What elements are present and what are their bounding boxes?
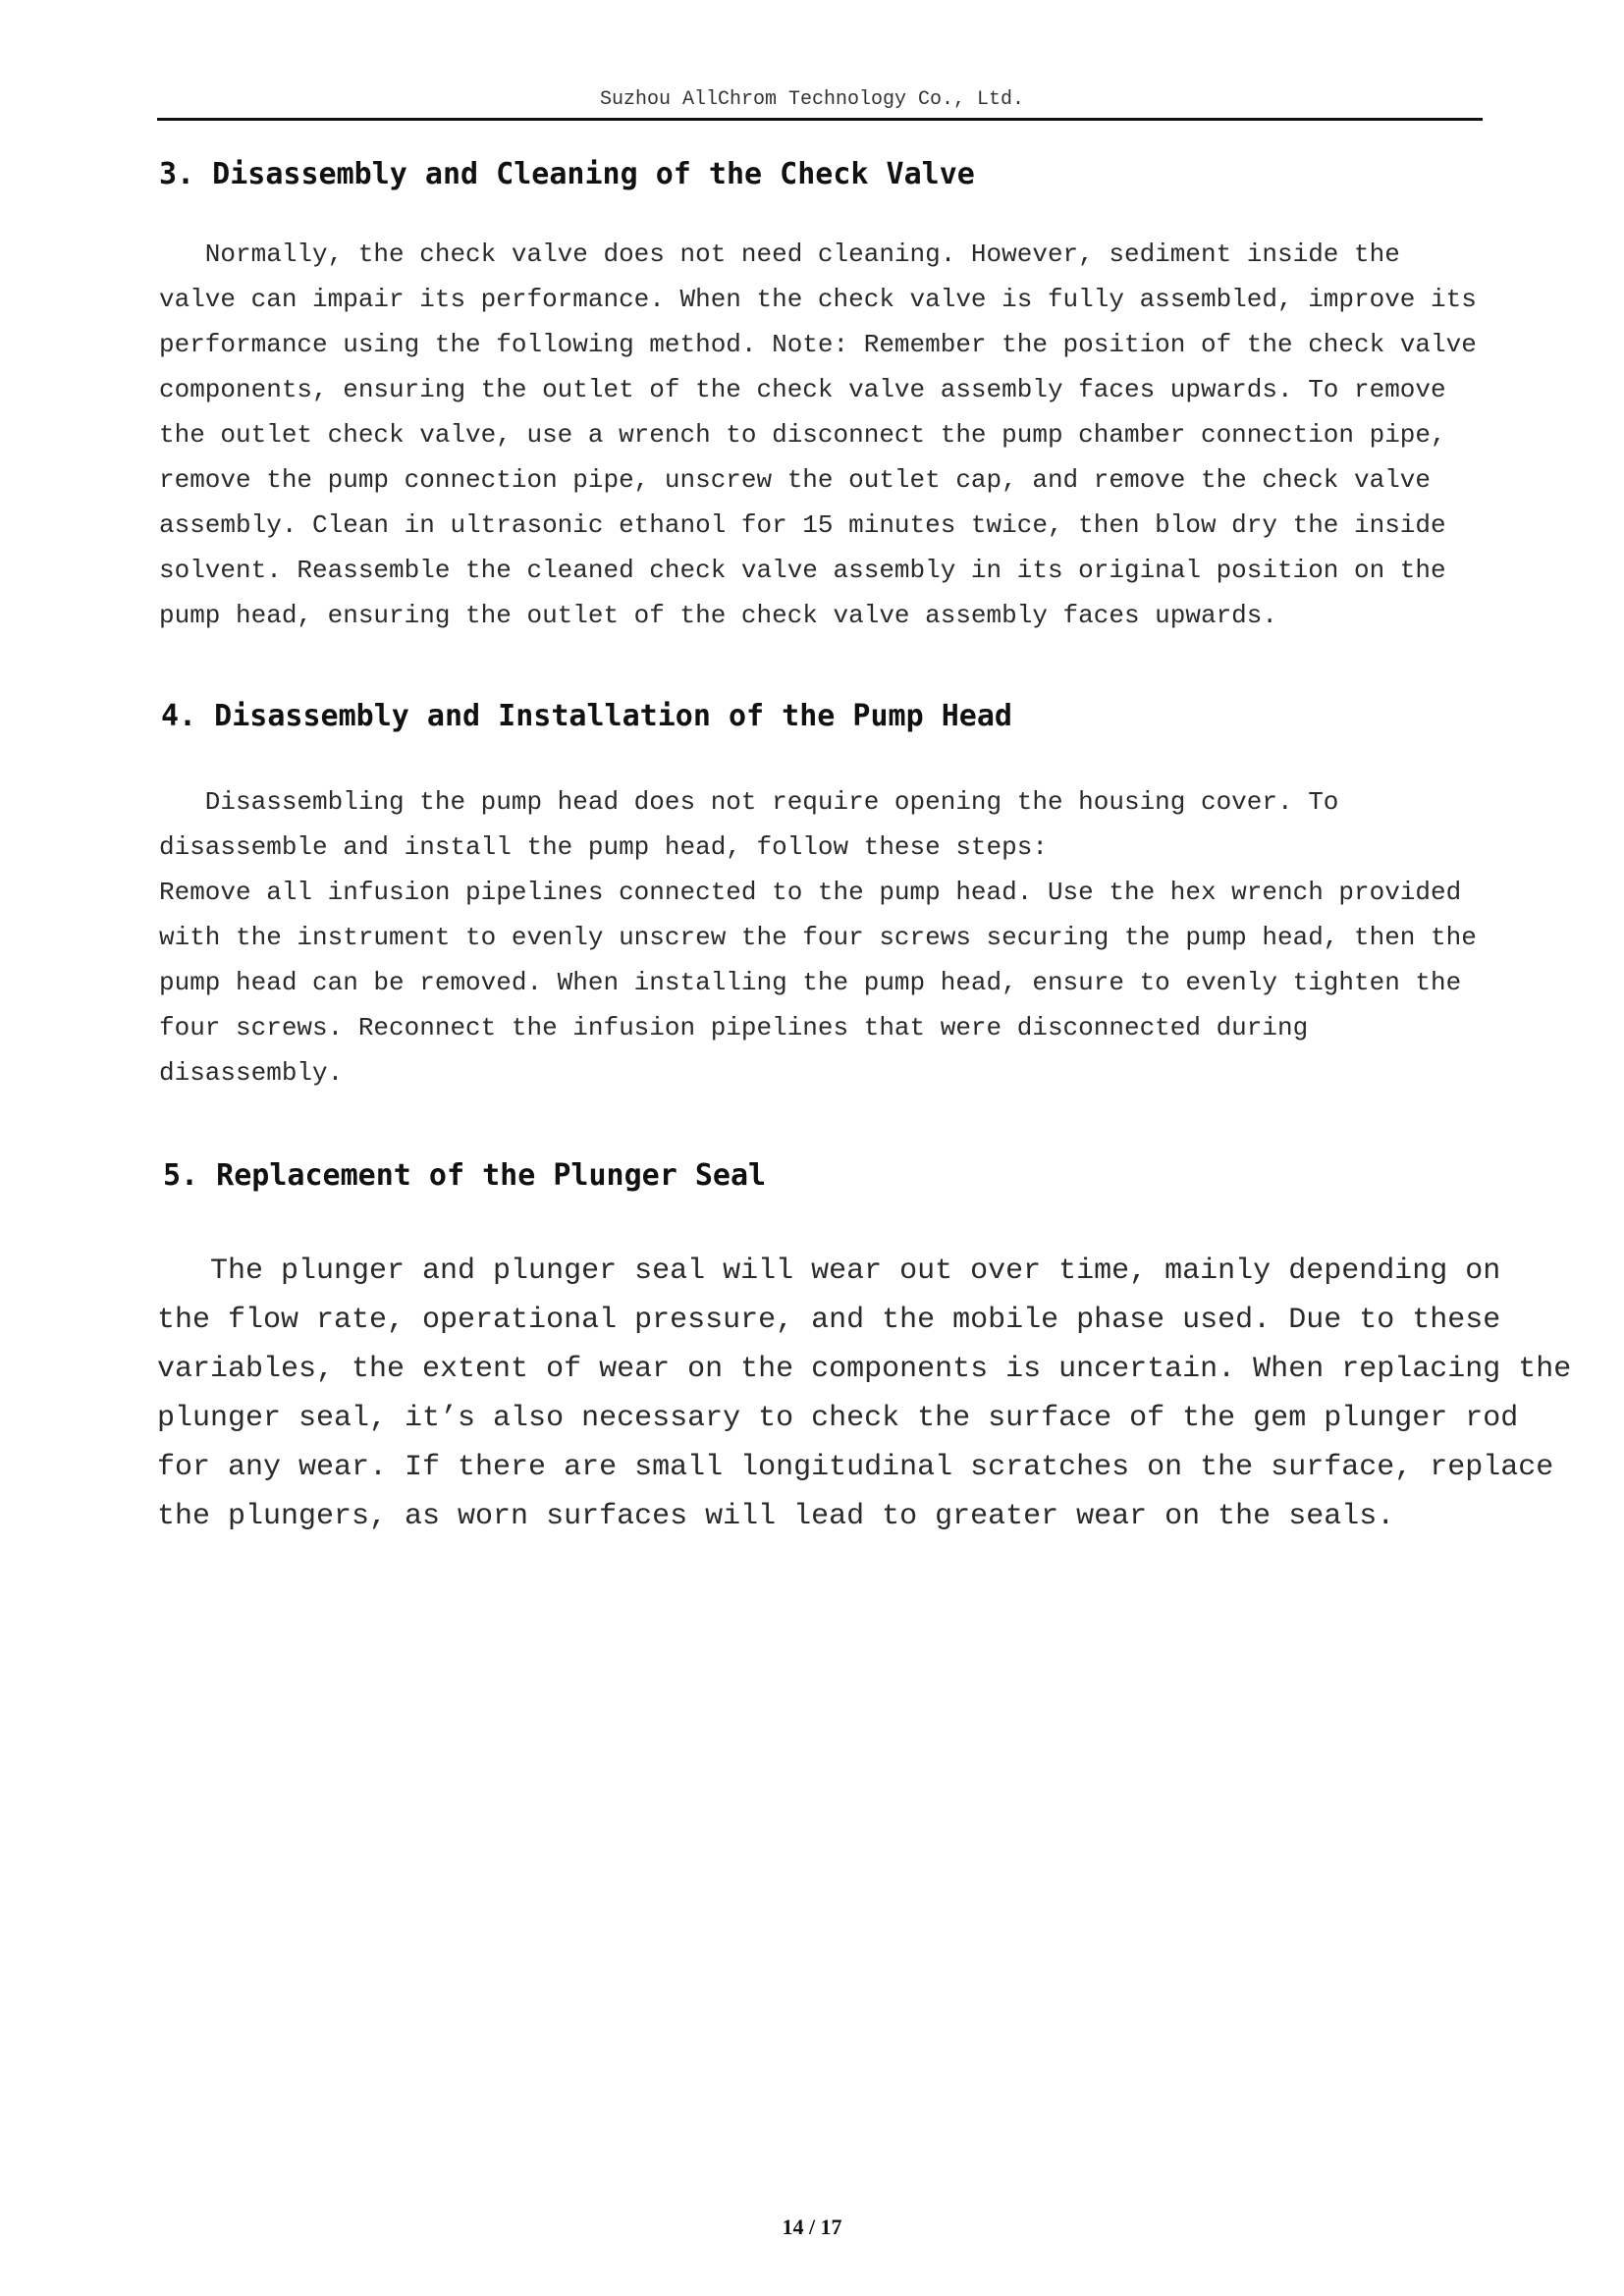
paragraph-line: plunger seal, it’s also necessary to check the surface of the gem plunger rod xyxy=(157,1402,1519,1435)
paragraph-line: the plungers, as worn surfaces will lead to greater wear on the seals. xyxy=(157,1500,1395,1533)
paragraph-line: performance using the following method. Note: Remember the position of the check valve xyxy=(159,330,1477,359)
paragraph-line: for any wear. If there are small longitudinal scratches on the surface, replace xyxy=(157,1451,1554,1484)
paragraph-line: The plunger and plunger seal will wear out over time, mainly depending on xyxy=(157,1255,1501,1288)
page-number: 14 / 17 xyxy=(782,2215,842,2239)
paragraph-line: four screws. Reconnect the infusion pipelines that were disconnected during xyxy=(159,1013,1309,1042)
section-4-body xyxy=(159,779,1477,1095)
paragraph-line: the outlet check valve, use a wrench to disconnect the pump chamber connection pipe, xyxy=(159,420,1446,450)
section-5-body xyxy=(157,1247,1571,1541)
paragraph-line: disassemble and install the pump head, follow these steps: xyxy=(159,832,1048,862)
paragraph-line: variables, the extent of wear on the components is uncertain. When replacing the xyxy=(157,1353,1572,1386)
paragraph-line: the flow rate, operational pressure, and the mobile phase used. Due to these xyxy=(157,1304,1501,1337)
paragraph-line: disassembly. xyxy=(159,1058,344,1088)
paragraph-line: Normally, the check valve does not need cleaning. However, sediment inside the xyxy=(159,240,1400,269)
paragraph-line: pump head, ensuring the outlet of the check valve assembly faces upwards. xyxy=(159,601,1277,630)
paragraph-line: pump head can be removed. When installing the pump head, ensure to evenly tighten the xyxy=(159,968,1462,997)
header-divider xyxy=(157,118,1483,121)
paragraph-line: components, ensuring the outlet of the check valve assembly faces upwards. To remove xyxy=(159,375,1446,404)
section-4-heading: 4. Disassembly and Installation of the Pump Head xyxy=(161,699,1012,733)
section-3-body xyxy=(159,232,1477,638)
paragraph-line: solvent. Reassemble the cleaned check valve assembly in its original position on the xyxy=(159,556,1446,585)
page-header: Suzhou AllChrom Technology Co., Ltd. xyxy=(599,88,1025,111)
paragraph-line: Disassembling the pump head does not require opening the housing cover. To xyxy=(159,787,1339,817)
paragraph-line: remove the pump connection pipe, unscrew the outlet cap, and remove the check valve xyxy=(159,465,1432,495)
paragraph-line: with the instrument to evenly unscrew the four screws securing the pump head, then the xyxy=(159,923,1477,952)
section-3-heading: 3. Disassembly and Cleaning of the Check Valve xyxy=(159,157,975,191)
paragraph-line: valve can impair its performance. When the check valve is fully assembled, improve its xyxy=(159,285,1477,314)
section-5-heading: 5. Replacement of the Plunger Seal xyxy=(163,1158,767,1193)
paragraph-line: Remove all infusion pipelines connected to the pump head. Use the hex wrench provided xyxy=(159,878,1462,907)
paragraph-line: assembly. Clean in ultrasonic ethanol for 15 minutes twice, then blow dry the inside xyxy=(159,510,1446,540)
